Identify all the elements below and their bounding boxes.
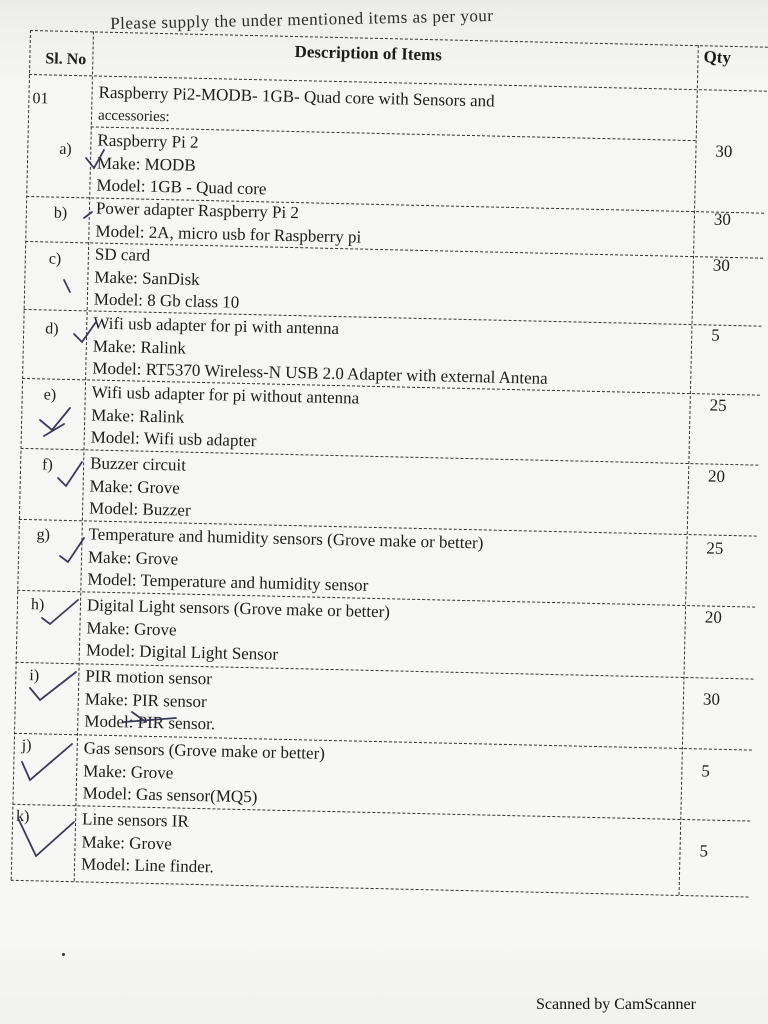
item-line: Make: Ralink: [91, 404, 185, 427]
main-item-title-line: accessories:: [97, 107, 170, 125]
column-header-qty: Qty: [703, 47, 732, 67]
item-label: h): [30, 596, 45, 614]
item-line: Buzzer circuit: [89, 453, 187, 475]
item-line: Gas sensors (Grove make or better): [83, 738, 326, 763]
item-description: [81, 808, 215, 878]
item-description: [94, 244, 241, 315]
item-line: Model: RT5370 Wireless-N USB 2.0 Adapter with external Antena: [92, 358, 548, 388]
item-line: Model: Wifi usb adapter: [90, 427, 257, 451]
item-line: Model: PIR sensor.: [84, 711, 216, 734]
column-header-sl: Sl. No: [45, 50, 87, 69]
item-label: c): [48, 250, 62, 268]
item-line: Make: PIR sensor: [84, 688, 207, 711]
item-qty: 30: [715, 141, 733, 161]
item-label: d): [45, 320, 59, 338]
item-label: i): [29, 667, 40, 685]
row-number: 01: [32, 90, 49, 108]
item-line: Make: Grove: [89, 475, 181, 498]
items-table: [10, 30, 768, 927]
item-line: Power adapter Raspberry Pi 2: [95, 198, 300, 223]
item-line: Model: 8 Gb class 10: [93, 289, 240, 312]
item-qty: 20: [707, 466, 726, 486]
item-line: Make: Ralink: [92, 336, 187, 358]
column-header-description: Description of Items: [294, 42, 443, 65]
item-qty: 5: [711, 325, 720, 345]
item-qty: 25: [709, 395, 727, 415]
item-line: Make: MODB: [96, 153, 196, 175]
item-line: Model: Digital Light Sensor: [85, 640, 279, 664]
item-line: Digital Light sensors (Grove make or better): [86, 595, 391, 622]
item-label: a): [59, 140, 72, 158]
item-label: f): [41, 456, 53, 474]
item-description: [89, 452, 192, 522]
header-note: Please supply the under mentioned items as per your: [110, 5, 494, 33]
item-line: Model: 2A, micro usb for Raspberry pi: [95, 221, 362, 247]
item-line: PIR motion sensor: [85, 666, 213, 689]
item-label: k): [15, 807, 30, 826]
item-line: Model: Buzzer: [88, 498, 191, 520]
column-divider-qty: [679, 45, 699, 895]
item-line: Make: SanDisk: [94, 267, 200, 289]
item-line: Make: Grove: [83, 760, 174, 782]
scanner-watermark: Scanned by CamScanner: [536, 996, 696, 1013]
item-line: Wifi usb adapter for pi with antenna: [93, 313, 340, 339]
item-description: [84, 665, 216, 735]
item-description: [95, 198, 362, 249]
item-line: Model: Temperature and humidity sensor: [87, 569, 369, 595]
item-description: [86, 594, 391, 668]
item-description: [92, 313, 549, 391]
item-line: Model: Line finder.: [80, 854, 214, 877]
item-line: Temperature and humidity sensors (Grove make or better): [88, 524, 484, 553]
item-qty: 5: [699, 841, 709, 861]
item-label: j): [21, 736, 32, 755]
item-line: Model: 1GB - Quad core: [96, 175, 267, 199]
item-line: Line sensors IR: [81, 809, 190, 831]
item-qty: 25: [706, 538, 724, 558]
item-line: Make: Grove: [87, 546, 179, 568]
item-line: SD card: [94, 244, 151, 265]
item-line: Raspberry Pi 2: [97, 130, 199, 152]
item-line: Make: Grove: [81, 831, 172, 853]
item-line: Model: Gas sensor(MQ5): [82, 783, 258, 807]
item-description: [82, 737, 325, 810]
main-item-title-line: Raspberry Pi2-MODB- 1GB- Quad core with Sensors and: [98, 82, 495, 111]
item-qty: 30: [712, 255, 731, 275]
item-description: [87, 523, 483, 599]
item-description: [91, 381, 360, 455]
scan-speck: [62, 953, 65, 956]
item-label: e): [43, 386, 57, 404]
table-border-bottom: [11, 880, 749, 898]
item-qty: 30: [702, 689, 721, 709]
item-label: g): [36, 526, 51, 544]
item-line: Make: Grove: [86, 617, 177, 639]
item-line: Wifi usb adapter for pi without antenna: [91, 382, 360, 408]
item-description: [96, 130, 267, 201]
item-qty: 30: [713, 209, 732, 229]
item-label: b): [53, 204, 68, 222]
item-qty: 20: [704, 607, 723, 627]
item-qty: 5: [701, 761, 711, 781]
